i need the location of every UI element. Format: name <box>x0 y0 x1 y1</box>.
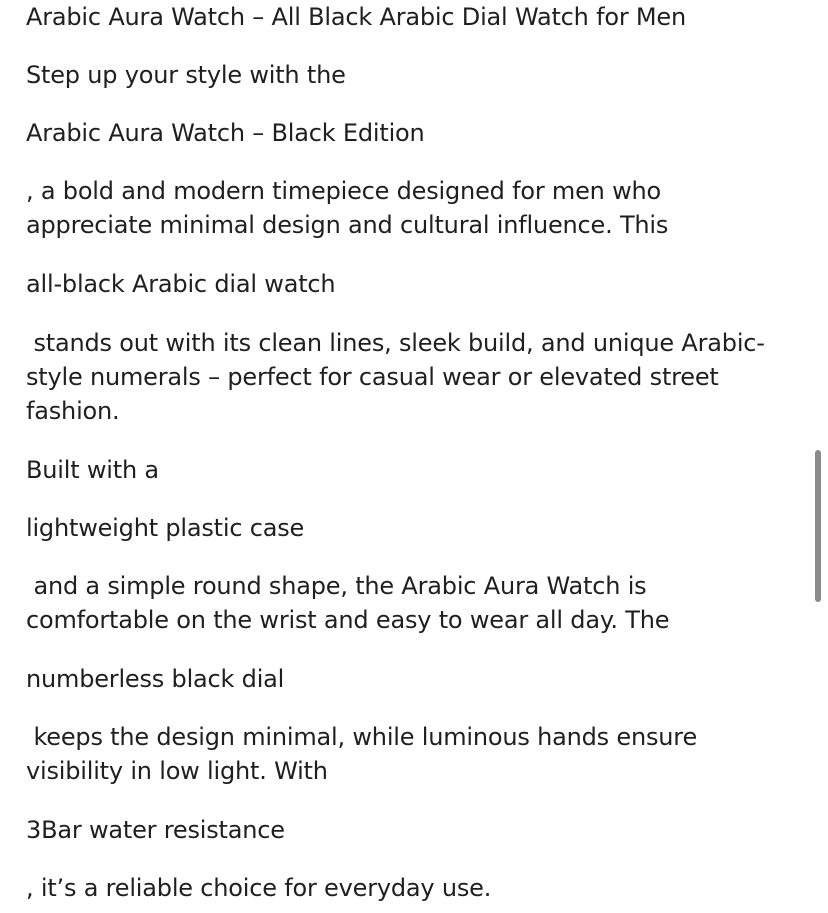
description-paragraph-1: Step up your style with the <box>26 61 346 89</box>
description-paragraph-12: , it’s a reliable choice for everyday use. <box>26 874 492 902</box>
description-heading: Arabic Aura Watch – All Black Arabic Dial Watch for Men <box>26 3 687 31</box>
vertical-scrollbar[interactable] <box>815 450 821 602</box>
description-paragraph-8: and a simple round shape, the Arabic Aura Watch is comfortable on the wrist and easy to wear all day. The <box>26 572 670 634</box>
description-paragraph-2: Arabic Aura Watch – Black Edition <box>26 119 425 147</box>
description-paragraph-11: 3Bar water resistance <box>26 816 285 844</box>
description-paragraph-5: stands out with its clean lines, sleek build, and unique Arabic-style numerals – perfect for casual wear or elevated street fashion. <box>26 329 765 425</box>
description-paragraph-10: keeps the design minimal, while luminous hands ensure visibility in low light. With <box>26 723 705 785</box>
description-paragraph-3: , a bold and modern timepiece designed for men who appreciate minimal design and cultural influence. This <box>26 177 669 239</box>
description-paragraph-6: Built with a <box>26 456 159 484</box>
description-paragraph-4: all-black Arabic dial watch <box>26 270 336 298</box>
description-paragraph-9: numberless black dial <box>26 665 285 693</box>
description-paragraph-7: lightweight plastic case <box>26 514 305 542</box>
